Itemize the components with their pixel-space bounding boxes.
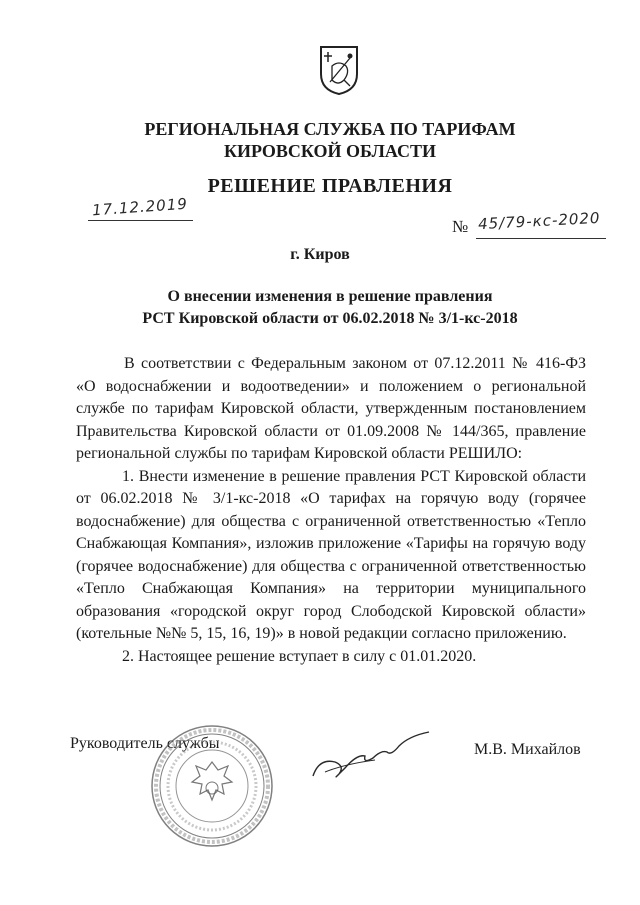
decision-item-2: 2. Настоящее решение вступает в силу с 01.01.2020.	[122, 647, 477, 665]
preamble-paragraph: В соответствии с Федеральным законом от 07.12.2011 № 416-ФЗ «О водоснабжении и водоотведении» и положением о региональной службе по тарифам Кировской области, утвержденным постановлением Правительства Кировской области от 01.09.2008 № 144/365, правление региональной службы по тарифам Кировской области РЕШИЛО:	[76, 355, 586, 462]
organization-title	[130, 118, 530, 162]
decision-subject	[120, 286, 540, 330]
decision-date: 17.12.2019	[91, 194, 189, 220]
official-round-seal-icon	[148, 722, 276, 850]
organization-title-line2: КИРОВСКОЙ ОБЛАСТИ	[223, 141, 437, 161]
signer-name: М.В. Михайлов	[474, 741, 581, 758]
document-type-title: РЕШЕНИЕ ПРАВЛЕНИЯ	[207, 175, 453, 197]
subject-line2: РСТ Кировской области от 06.02.2018 № 3/1-кс-2018	[142, 310, 518, 327]
city-line: г. Киров	[290, 246, 350, 263]
decision-body	[76, 353, 586, 668]
kirov-oblast-coat-of-arms-icon	[318, 44, 360, 96]
number-sign: №	[452, 217, 469, 236]
decision-number: 45/79-кс-2020	[477, 208, 601, 234]
decision-item-1: 1. Внести изменение в решение правления РСТ Кировской области от 06.02.2018 № 3/1-кс-2018 «О тарифах на горячую воду (горячее водоснабжение) для общества с ограниченной ответственностью «Тепло Снабжающая Компания», изложив приложение «Тарифы на горячую воду (горячее водоснабжение) для общества с ограниченной ответственностью «Тепло Снабжающая Компания» на территории муниципального образования «городской округ город Слободской Кировской области» (котельные №№ 5, 15, 16, 19)» в новой редакции согласно приложению.	[76, 467, 586, 642]
handwritten-signature-icon	[305, 728, 435, 788]
signer-position: Руководитель службы	[70, 735, 220, 752]
subject-line1: О внесении изменения в решение правления	[167, 288, 493, 305]
organization-title-line1: РЕГИОНАЛЬНАЯ СЛУЖБА ПО ТАРИФАМ	[144, 119, 516, 139]
